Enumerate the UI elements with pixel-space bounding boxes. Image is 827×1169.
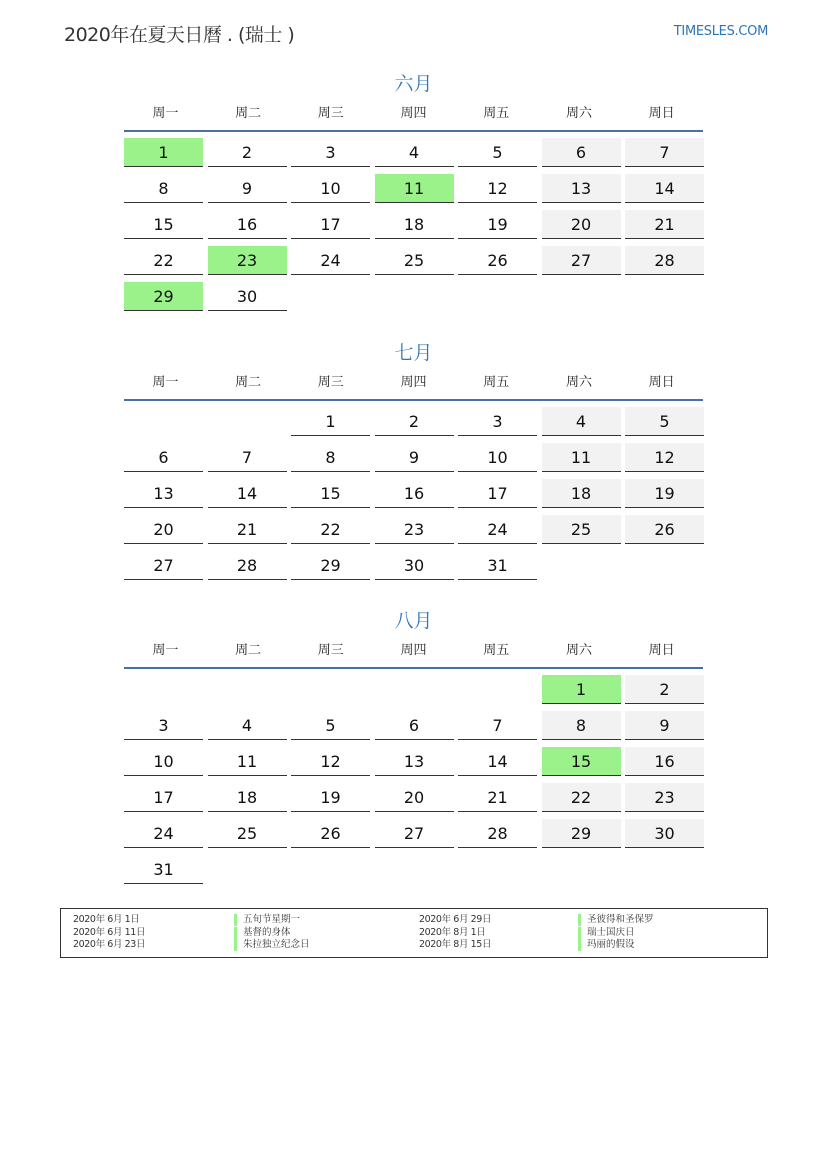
day-cell: 21 bbox=[458, 783, 537, 812]
weekday-label: 周六 bbox=[565, 643, 592, 658]
month-title: 八月 bbox=[394, 610, 433, 632]
day-cell: 14 bbox=[625, 174, 704, 203]
day-cell: 5 bbox=[625, 407, 704, 436]
day-cell: 10 bbox=[458, 443, 537, 472]
day-cell: 29 bbox=[124, 282, 203, 311]
day-cell: 17 bbox=[291, 210, 370, 239]
day-cell: 1 bbox=[291, 407, 370, 436]
day-cell: 24 bbox=[124, 819, 203, 848]
legend-holiday-name: 圣彼得和圣保罗 bbox=[578, 914, 654, 926]
header-rule bbox=[124, 130, 703, 132]
month-june bbox=[124, 70, 703, 306]
day-cell: 26 bbox=[458, 246, 537, 275]
day-cell: 31 bbox=[458, 551, 537, 580]
legend-date: 2020年 6月 11日 bbox=[73, 926, 146, 938]
legend-holiday-name: 基督的身体 bbox=[234, 927, 291, 939]
day-cell: 1 bbox=[124, 138, 203, 167]
day-cell: 9 bbox=[208, 174, 287, 203]
day-cell: 21 bbox=[208, 515, 287, 544]
weekday-label: 周日 bbox=[648, 643, 675, 658]
day-cell: 30 bbox=[208, 282, 287, 311]
day-cell: 20 bbox=[124, 515, 203, 544]
day-cell: 23 bbox=[208, 246, 287, 275]
day-cell: 11 bbox=[375, 174, 454, 203]
day-cell: 14 bbox=[208, 479, 287, 508]
legend-holiday-name: 朱拉独立纪念日 bbox=[234, 939, 310, 951]
day-cell: 8 bbox=[291, 443, 370, 472]
legend-date: 2020年 8月 1日 bbox=[419, 926, 486, 938]
day-cell: 22 bbox=[542, 783, 621, 812]
day-cell: 20 bbox=[375, 783, 454, 812]
day-cell: 17 bbox=[458, 479, 537, 508]
day-cell: 17 bbox=[124, 783, 203, 812]
day-cell: 5 bbox=[458, 138, 537, 167]
weekday-label: 周一 bbox=[152, 643, 179, 658]
weekday-label: 周五 bbox=[483, 106, 510, 121]
day-cell: 10 bbox=[124, 747, 203, 776]
day-cell: 26 bbox=[291, 819, 370, 848]
day-cell: 4 bbox=[542, 407, 621, 436]
day-cell: 7 bbox=[458, 711, 537, 740]
day-cell: 9 bbox=[375, 443, 454, 472]
header-rule bbox=[124, 667, 703, 669]
day-cell: 25 bbox=[542, 515, 621, 544]
day-cell: 14 bbox=[458, 747, 537, 776]
page-title: 2020年在夏天日曆 . (瑞士 ) bbox=[64, 24, 295, 46]
weekday-label: 周一 bbox=[152, 375, 179, 390]
weekday-label: 周五 bbox=[483, 643, 510, 658]
day-cell: 24 bbox=[458, 515, 537, 544]
weekday-label: 周三 bbox=[317, 106, 344, 121]
day-cell: 18 bbox=[375, 210, 454, 239]
day-cell: 4 bbox=[208, 711, 287, 740]
holiday-legend bbox=[60, 908, 768, 958]
day-cell: 27 bbox=[542, 246, 621, 275]
legend-holiday-name: 玛丽的假设 bbox=[578, 939, 635, 951]
day-cell: 6 bbox=[124, 443, 203, 472]
legend-holiday-name: 瑞士国庆日 bbox=[578, 927, 635, 939]
weekday-label: 周四 bbox=[400, 106, 427, 121]
day-cell: 2 bbox=[208, 138, 287, 167]
day-cell: 12 bbox=[291, 747, 370, 776]
day-cell: 11 bbox=[542, 443, 621, 472]
day-cell: 18 bbox=[542, 479, 621, 508]
month-title: 七月 bbox=[394, 342, 433, 364]
month-july bbox=[124, 339, 703, 575]
day-cell: 23 bbox=[625, 783, 704, 812]
weekday-label: 周五 bbox=[483, 375, 510, 390]
day-cell: 13 bbox=[124, 479, 203, 508]
day-cell: 25 bbox=[375, 246, 454, 275]
day-cell: 28 bbox=[208, 551, 287, 580]
day-cell: 26 bbox=[625, 515, 704, 544]
site-link[interactable]: TIMESLES.COM bbox=[673, 24, 768, 39]
day-cell: 27 bbox=[375, 819, 454, 848]
day-cell: 19 bbox=[625, 479, 704, 508]
day-cell: 12 bbox=[458, 174, 537, 203]
weekday-label: 周日 bbox=[648, 106, 675, 121]
day-cell: 25 bbox=[208, 819, 287, 848]
day-cell: 9 bbox=[625, 711, 704, 740]
weekday-label: 周四 bbox=[400, 375, 427, 390]
day-cell: 24 bbox=[291, 246, 370, 275]
legend-date: 2020年 6月 1日 bbox=[73, 914, 140, 925]
day-cell: 8 bbox=[124, 174, 203, 203]
legend-date: 2020年 8月 15日 bbox=[419, 939, 492, 950]
month-title: 六月 bbox=[394, 73, 433, 95]
weekday-label: 周二 bbox=[235, 375, 262, 390]
day-cell: 23 bbox=[375, 515, 454, 544]
day-cell: 13 bbox=[375, 747, 454, 776]
weekday-label: 周三 bbox=[317, 643, 344, 658]
day-cell: 28 bbox=[458, 819, 537, 848]
day-cell: 1 bbox=[542, 675, 621, 704]
day-cell: 29 bbox=[291, 551, 370, 580]
day-cell: 22 bbox=[291, 515, 370, 544]
day-cell: 19 bbox=[458, 210, 537, 239]
weekday-label: 周二 bbox=[235, 106, 262, 121]
header-rule bbox=[124, 399, 703, 401]
weekday-label: 周一 bbox=[152, 106, 179, 121]
day-cell: 22 bbox=[124, 246, 203, 275]
day-cell: 15 bbox=[291, 479, 370, 508]
day-cell: 30 bbox=[625, 819, 704, 848]
day-cell: 18 bbox=[208, 783, 287, 812]
legend-holiday-name: 五旬节星期一 bbox=[234, 914, 300, 926]
weekday-label: 周六 bbox=[565, 375, 592, 390]
weekday-label: 周四 bbox=[400, 643, 427, 658]
weekday-label: 周日 bbox=[648, 375, 675, 390]
day-cell: 2 bbox=[625, 675, 704, 704]
weekday-label: 周三 bbox=[317, 375, 344, 390]
day-cell: 3 bbox=[458, 407, 537, 436]
weekday-label: 周六 bbox=[565, 106, 592, 121]
day-cell: 16 bbox=[208, 210, 287, 239]
day-cell: 5 bbox=[291, 711, 370, 740]
day-cell: 31 bbox=[124, 855, 203, 884]
day-cell: 30 bbox=[375, 551, 454, 580]
day-cell: 2 bbox=[375, 407, 454, 436]
weekday-header bbox=[124, 369, 703, 397]
day-cell: 27 bbox=[124, 551, 203, 580]
legend-date: 2020年 6月 23日 bbox=[73, 939, 146, 950]
day-cell: 16 bbox=[375, 479, 454, 508]
day-cell: 11 bbox=[208, 747, 287, 776]
legend-date: 2020年 6月 29日 bbox=[419, 914, 492, 925]
day-cell: 8 bbox=[542, 711, 621, 740]
day-cell: 3 bbox=[291, 138, 370, 167]
day-cell: 15 bbox=[124, 210, 203, 239]
day-cell: 16 bbox=[625, 747, 704, 776]
day-cell: 19 bbox=[291, 783, 370, 812]
day-cell: 6 bbox=[375, 711, 454, 740]
day-cell: 21 bbox=[625, 210, 704, 239]
weekday-header bbox=[124, 637, 703, 665]
day-cell: 28 bbox=[625, 246, 704, 275]
weekday-label: 周二 bbox=[235, 643, 262, 658]
day-cell: 15 bbox=[542, 747, 621, 776]
day-cell: 7 bbox=[625, 138, 704, 167]
weekday-header bbox=[124, 100, 703, 128]
day-cell: 3 bbox=[124, 711, 203, 740]
day-cell: 12 bbox=[625, 443, 704, 472]
day-cell: 20 bbox=[542, 210, 621, 239]
month-august bbox=[124, 607, 703, 879]
day-cell: 6 bbox=[542, 138, 621, 167]
day-cell: 4 bbox=[375, 138, 454, 167]
day-cell: 13 bbox=[542, 174, 621, 203]
day-cell: 10 bbox=[291, 174, 370, 203]
day-cell: 7 bbox=[208, 443, 287, 472]
day-cell: 29 bbox=[542, 819, 621, 848]
